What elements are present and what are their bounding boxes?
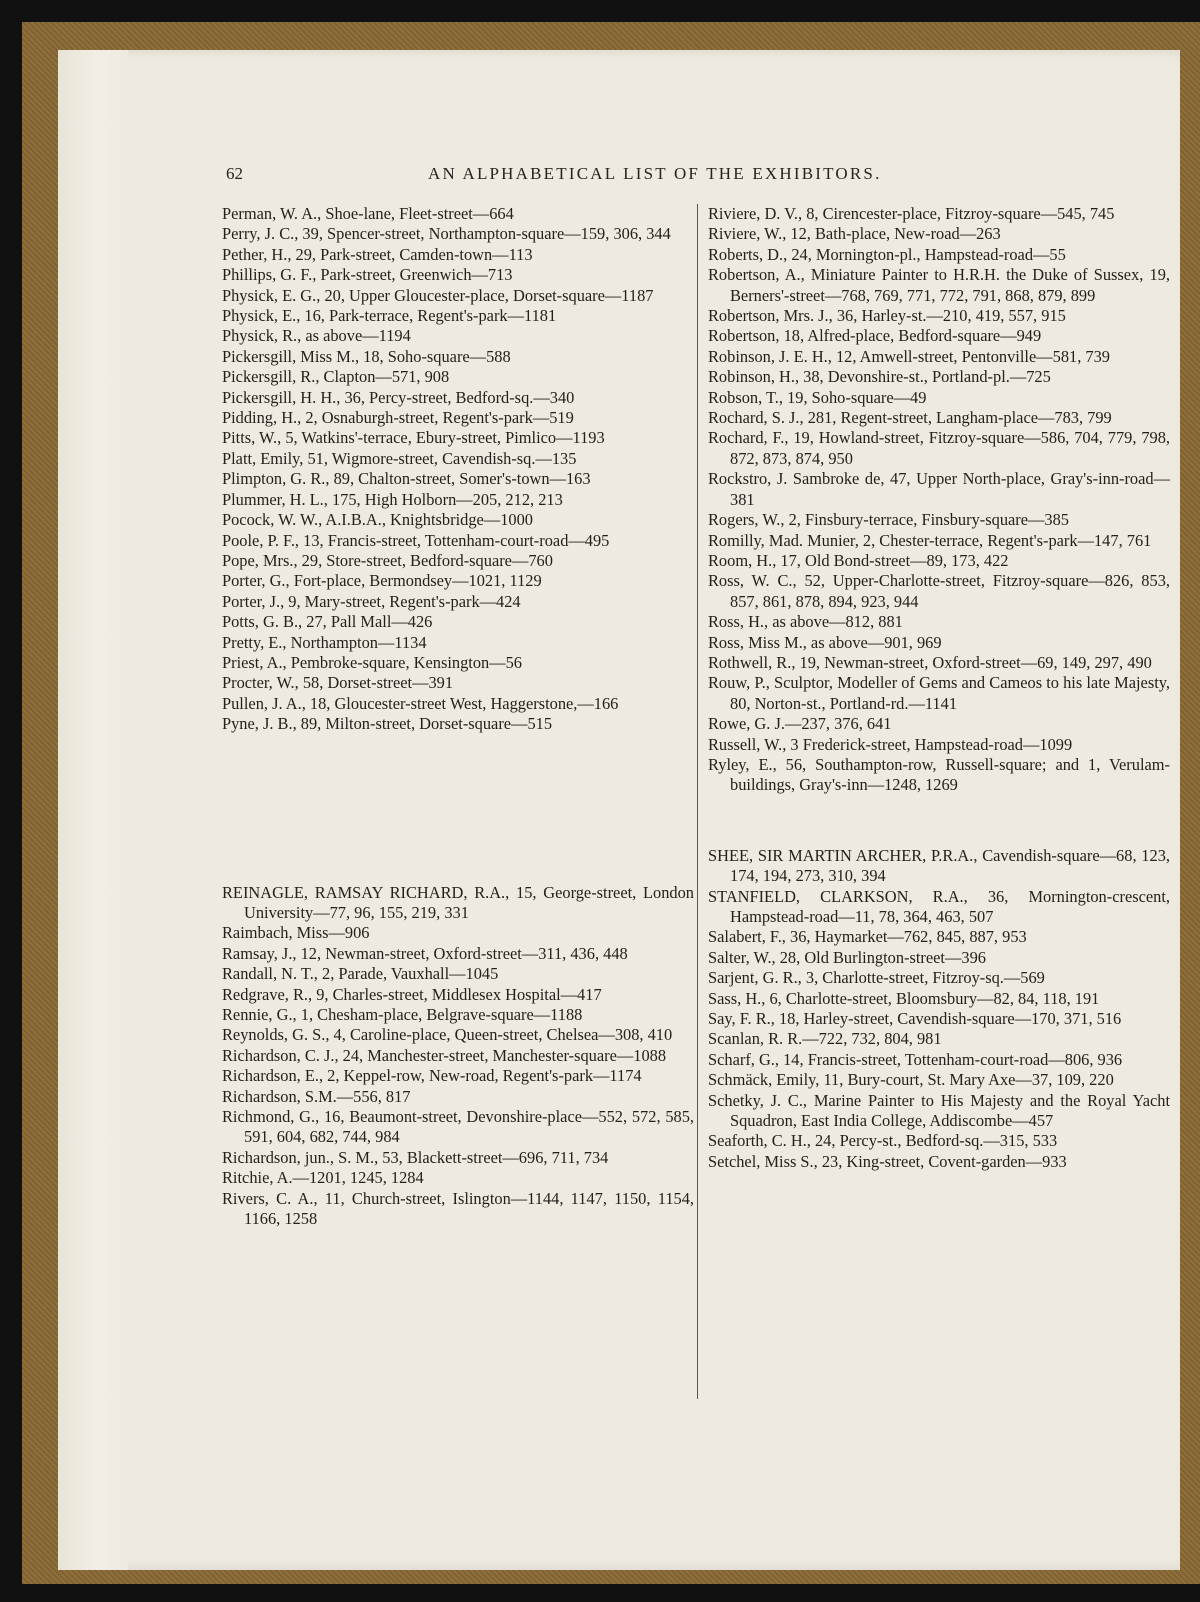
exhibitor-entry: Rennie, G., 1, Chesham-place, Belgrave-square—1188	[222, 1005, 583, 1024]
exhibitor-entry: Richardson, jun., S. M., 53, Blackett-street—696, 711, 734	[222, 1147, 609, 1167]
page-heading: AN ALPHABETICAL LIST OF THE EXHIBITORS.	[428, 164, 882, 183]
page-gutter	[58, 50, 128, 1570]
exhibitor-entry: Ritchie, A.—1201, 1245, 1284	[222, 1168, 424, 1188]
exhibitor-entry: Pickersgill, H. H., 36, Percy-street, Bedford-sq.—340	[222, 387, 575, 407]
exhibitor-entry: Robertson, Mrs. J., 36, Harley-st.—210, 419, 557, 915	[708, 306, 1066, 326]
exhibitor-entry: Ross, H., as above—812, 881	[708, 612, 903, 632]
section-gap	[222, 735, 694, 883]
exhibitor-entry: Ross, W. C., 52, Upper-Charlotte-street, Fitzroy-square—826, 853, 857, 861, 878, 894, 923, 944	[708, 571, 1170, 611]
exhibitor-entry: Perry, J. C., 39, Spencer-street, Northampton-square—159, 306, 344	[222, 224, 671, 244]
exhibitor-entry: Pocock, W. W., A.I.B.A., Knightsbridge—1000	[222, 510, 533, 530]
exhibitor-entry: Schmäck, Emily, 11, Bury-court, St. Mary Axe—37, 109, 220	[708, 1070, 1114, 1090]
exhibitor-entry: Richardson, S.M.—556, 817	[222, 1086, 411, 1106]
exhibitor-entry: Riviere, D. V., 8, Cirencester-place, Fitzroy-square—545, 745	[708, 204, 1115, 223]
exhibitor-entry: Salabert, F., 36, Haymarket—762, 845, 887, 953	[708, 927, 1027, 947]
exhibitor-entry: Salter, W., 28, Old Burlington-street—396	[708, 947, 986, 967]
exhibitor-entry: Richardson, C. J., 24, Manchester-street, Manchester-square—1088	[222, 1045, 667, 1065]
exhibitor-entry: Redgrave, R., 9, Charles-street, Middlesex Hospital—417	[222, 984, 602, 1004]
exhibitor-entry: Sass, H., 6, Charlotte-street, Bloomsbury—82, 84, 118, 191	[708, 988, 1100, 1008]
exhibitor-entry: Pitts, W., 5, Watkins'-terrace, Ebury-street, Pimlico—1193	[222, 428, 605, 448]
exhibitor-entry: Rochard, F., 19, Howland-street, Fitzroy-square—586, 704, 779, 798, 872, 873, 874, 950	[708, 428, 1170, 468]
exhibitor-entry: Robinson, J. E. H., 12, Amwell-street, Pentonville—581, 739	[708, 346, 1111, 366]
column-divider	[697, 204, 698, 1399]
exhibitor-entry: Rogers, W., 2, Finsbury-terrace, Finsbury-square—385	[708, 510, 1069, 530]
right-entry-list-s	[708, 846, 1170, 1173]
exhibitor-entry: Riviere, W., 12, Bath-place, New-road—263	[708, 224, 1001, 244]
exhibitor-entry: Robson, T., 19, Soho-square—49	[708, 387, 927, 407]
exhibitor-entry: Scanlan, R. R.—722, 732, 804, 981	[708, 1029, 942, 1049]
exhibitor-entry: SHEE, SIR MARTIN ARCHER, P.R.A., Cavendish-square—68, 123, 174, 194, 273, 310, 394	[708, 845, 1170, 886]
exhibitor-entry: Roberts, D., 24, Mornington-pl., Hampstead-road—55	[708, 244, 1066, 264]
section-gap	[708, 796, 1170, 846]
exhibitor-entry: Pickersgill, Miss M., 18, Soho-square—588	[222, 346, 511, 366]
exhibitor-entry: Physick, E., 16, Park-terrace, Regent's-park—1181	[222, 306, 557, 326]
exhibitor-entry: Robertson, 18, Alfred-place, Bedford-square—949	[708, 326, 1042, 346]
exhibitor-entry: Procter, W., 58, Dorset-street—391	[222, 673, 454, 693]
exhibitor-entry: Pickersgill, R., Clapton—571, 908	[222, 367, 450, 387]
exhibitor-entry: Rochard, S. J., 281, Regent-street, Langham-place—783, 799	[708, 408, 1112, 428]
exhibitor-entry: Pope, Mrs., 29, Store-street, Bedford-square—760	[222, 550, 553, 570]
right-entry-list-r	[708, 204, 1170, 796]
exhibitor-entry: Pether, H., 29, Park-street, Camden-town—113	[222, 244, 533, 264]
running-head	[0, 164, 1200, 188]
exhibitor-entry: Physick, R., as above—1194	[222, 326, 411, 346]
exhibitor-entry: Scharf, G., 14, Francis-street, Tottenham-court-road—806, 936	[708, 1049, 1123, 1069]
right-column	[708, 204, 1170, 1172]
exhibitor-entry: Richmond, G., 16, Beaumont-street, Devonshire-place—552, 572, 585, 591, 604, 682, 744, 984	[222, 1107, 694, 1147]
exhibitor-entry: Robertson, A., Miniature Painter to H.R.H. the Duke of Sussex, 19, Berners'-street—768, 769, 771, 772, 791, 868, 879, 899	[708, 265, 1170, 305]
exhibitor-entry: Romilly, Mad. Munier, 2, Chester-terrace, Regent's-park—147, 761	[708, 530, 1152, 550]
exhibitor-entry: Reynolds, G. S., 4, Caroline-place, Queen-street, Chelsea—308, 410	[222, 1025, 673, 1045]
left-entry-list-r	[222, 883, 694, 1230]
exhibitor-entry: Pidding, H., 2, Osnaburgh-street, Regent's-park—519	[222, 408, 574, 428]
exhibitor-entry: Schetky, J. C., Marine Painter to His Majesty and the Royal Yacht Squadron, East India College, Addiscombe—457	[708, 1090, 1170, 1131]
exhibitor-entry: Plummer, H. L., 175, High Holborn—205, 212, 213	[222, 489, 563, 509]
exhibitor-entry: Russell, W., 3 Frederick-street, Hampstead-road—1099	[708, 734, 1073, 754]
exhibitor-entry: Sarjent, G. R., 3, Charlotte-street, Fitzroy-sq.—569	[708, 968, 1045, 988]
exhibitor-entry: Platt, Emily, 51, Wigmore-street, Cavendish-sq.—135	[222, 448, 577, 468]
exhibitor-entry: Rowe, G. J.—237, 376, 641	[708, 714, 892, 734]
exhibitor-entry: Perman, W. A., Shoe-lane, Fleet-street—664	[222, 204, 514, 223]
exhibitor-entry: Robinson, H., 38, Devonshire-st., Portland-pl.—725	[708, 367, 1051, 387]
left-column	[222, 204, 694, 1229]
exhibitor-entry: Seaforth, C. H., 24, Percy-st., Bedford-sq.—315, 533	[708, 1131, 1058, 1151]
exhibitor-entry: Phillips, G. F., Park-street, Greenwich—713	[222, 265, 513, 285]
exhibitor-entry: REINAGLE, RAMSAY RICHARD, R.A., 15, George-street, London University—77, 96, 155, 219, 331	[222, 882, 694, 922]
exhibitor-entry: Rockstro, J. Sambroke de, 47, Upper North-place, Gray's-inn-road—381	[708, 469, 1170, 509]
exhibitor-entry: Say, F. R., 18, Harley-street, Cavendish-square—170, 371, 516	[708, 1009, 1122, 1029]
exhibitor-entry: Pullen, J. A., 18, Gloucester-street West, Haggerstone,—166	[222, 693, 619, 713]
exhibitor-entry: Porter, G., Fort-place, Bermondsey—1021, 1129	[222, 571, 542, 591]
exhibitor-entry: STANFIELD, CLARKSON, R.A., 36, Mornington-crescent, Hampstead-road—11, 78, 364, 463, 507	[708, 886, 1170, 926]
left-entry-list-p	[222, 204, 694, 735]
exhibitor-entry: Ryley, E., 56, Southampton-row, Russell-square; and 1, Verulam-buildings, Gray's-inn—1248, 1269	[708, 754, 1170, 795]
exhibitor-entry: Plimpton, G. R., 89, Chalton-street, Somer's-town—163	[222, 469, 591, 489]
exhibitor-entry: Pyne, J. B., 89, Milton-street, Dorset-square—515	[222, 714, 553, 734]
exhibitor-entry: Pretty, E., Northampton—1134	[222, 632, 427, 652]
page-number: 62	[226, 164, 243, 183]
exhibitor-entry: Richardson, E., 2, Keppel-row, New-road, Regent's-park—1174	[222, 1066, 642, 1086]
exhibitor-entry: Priest, A., Pembroke-square, Kensington—56	[222, 652, 523, 672]
exhibitor-entry: Rothwell, R., 19, Newman-street, Oxford-street—69, 149, 297, 490	[708, 652, 1152, 672]
exhibitor-entry: Porter, J., 9, Mary-street, Regent's-park—424	[222, 591, 521, 611]
exhibitor-entry: Rouw, P., Sculptor, Modeller of Gems and Cameos to his late Majesty, 80, Norton-st., Portland-rd.—1141	[708, 673, 1170, 713]
exhibitor-entry: Ross, Miss M., as above—901, 969	[708, 632, 942, 652]
exhibitor-entry: Room, H., 17, Old Bond-street—89, 173, 422	[708, 550, 1009, 570]
exhibitor-entry: Potts, G. B., 27, Pall Mall—426	[222, 612, 433, 632]
exhibitor-entry: Randall, N. T., 2, Parade, Vauxhall—1045	[222, 964, 499, 984]
exhibitor-entry: Ramsay, J., 12, Newman-street, Oxford-street—311, 436, 448	[222, 943, 628, 963]
exhibitor-entry: Physick, E. G., 20, Upper Gloucester-place, Dorset-square—1187	[222, 285, 654, 305]
exhibitor-entry: Setchel, Miss S., 23, King-street, Covent-garden—933	[708, 1151, 1067, 1171]
exhibitor-entry: Raimbach, Miss—906	[222, 923, 370, 943]
exhibitor-entry: Poole, P. F., 13, Francis-street, Tottenham-court-road—495	[222, 530, 610, 550]
exhibitor-entry: Rivers, C. A., 11, Church-street, Islington—1144, 1147, 1150, 1154, 1166, 1258	[222, 1188, 694, 1229]
